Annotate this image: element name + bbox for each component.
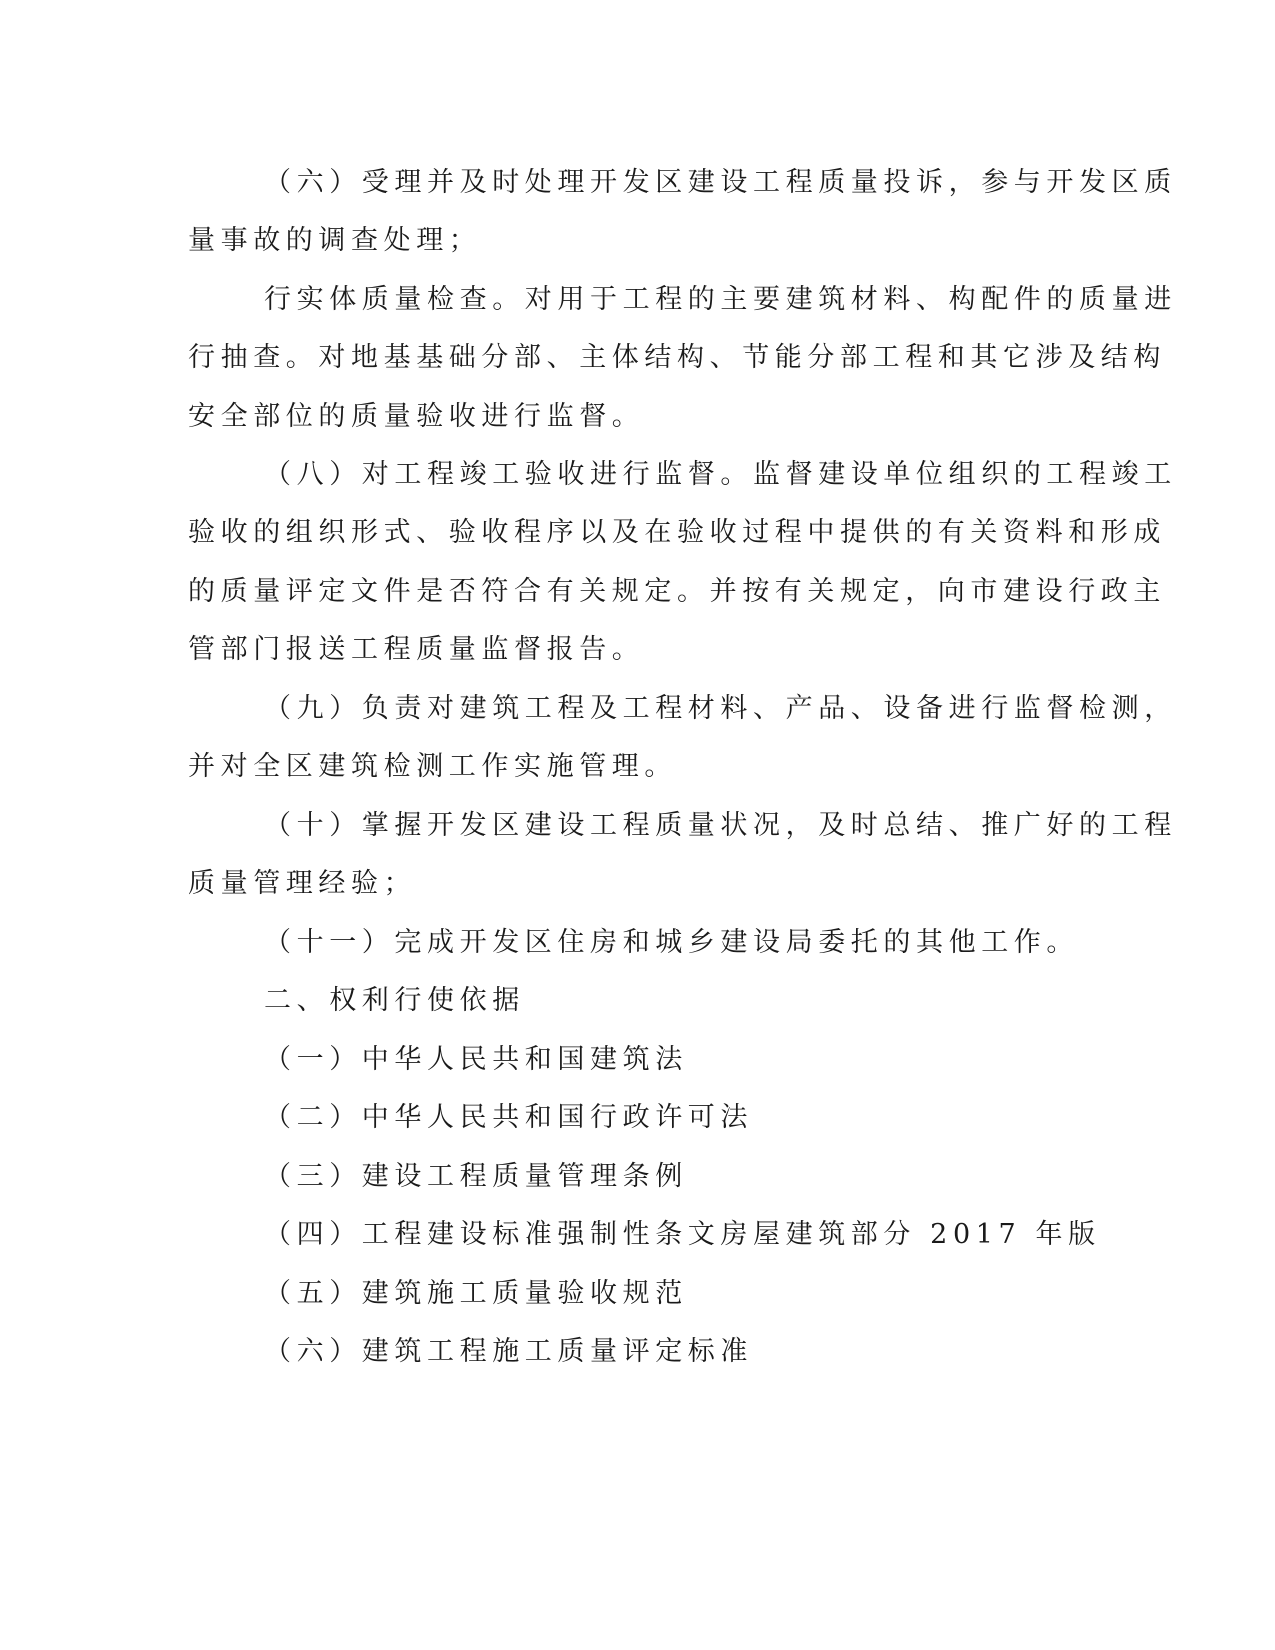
paragraph-line: （八）对工程竣工验收进行监督。监督建设单位组织的工程竣工	[264, 459, 1177, 490]
list-item: （六）建筑工程施工质量评定标准	[264, 1336, 753, 1367]
list-item: （一）中华人民共和国建筑法	[264, 1044, 688, 1075]
paragraph-line: 管部门报送工程质量监督报告。	[188, 634, 645, 665]
list-item: （三）建设工程质量管理条例	[264, 1161, 688, 1192]
paragraph-line: 行抽查。对地基基础分部、主体结构、节能分部工程和其它涉及结构	[188, 342, 1166, 373]
paragraph-line: （九）负责对建筑工程及工程材料、产品、设备进行监督检测，	[264, 693, 1177, 724]
list-item: （二）中华人民共和国行政许可法	[264, 1102, 753, 1133]
paragraph-line: （十）掌握开发区建设工程质量状况，及时总结、推广好的工程	[264, 810, 1177, 841]
list-item: （五）建筑施工质量验收规范	[264, 1278, 688, 1309]
list-item: （四）工程建设标准强制性条文房屋建筑部分 2017 年版	[264, 1219, 1101, 1250]
paragraph-line: 质量管理经验；	[188, 868, 417, 899]
section-heading: 二、权利行使依据	[264, 985, 525, 1016]
paragraph-line: 量事故的调查处理；	[188, 225, 482, 256]
paragraph-line: （十一）完成开发区住房和城乡建设局委托的其他工作。	[264, 927, 1079, 958]
paragraph-line: 行实体质量检查。对用于工程的主要建筑材料、构配件的质量进	[264, 284, 1177, 315]
paragraph-line: 并对全区建筑检测工作实施管理。	[188, 751, 677, 782]
paragraph-line: 安全部位的质量验收进行监督。	[188, 401, 645, 432]
paragraph-line: 的质量评定文件是否符合有关规定。并按有关规定，向市建设行政主	[188, 576, 1166, 607]
paragraph-line: 验收的组织形式、验收程序以及在验收过程中提供的有关资料和形成	[188, 517, 1166, 548]
paragraph-line: （六）受理并及时处理开发区建设工程质量投诉，参与开发区质	[264, 167, 1177, 198]
